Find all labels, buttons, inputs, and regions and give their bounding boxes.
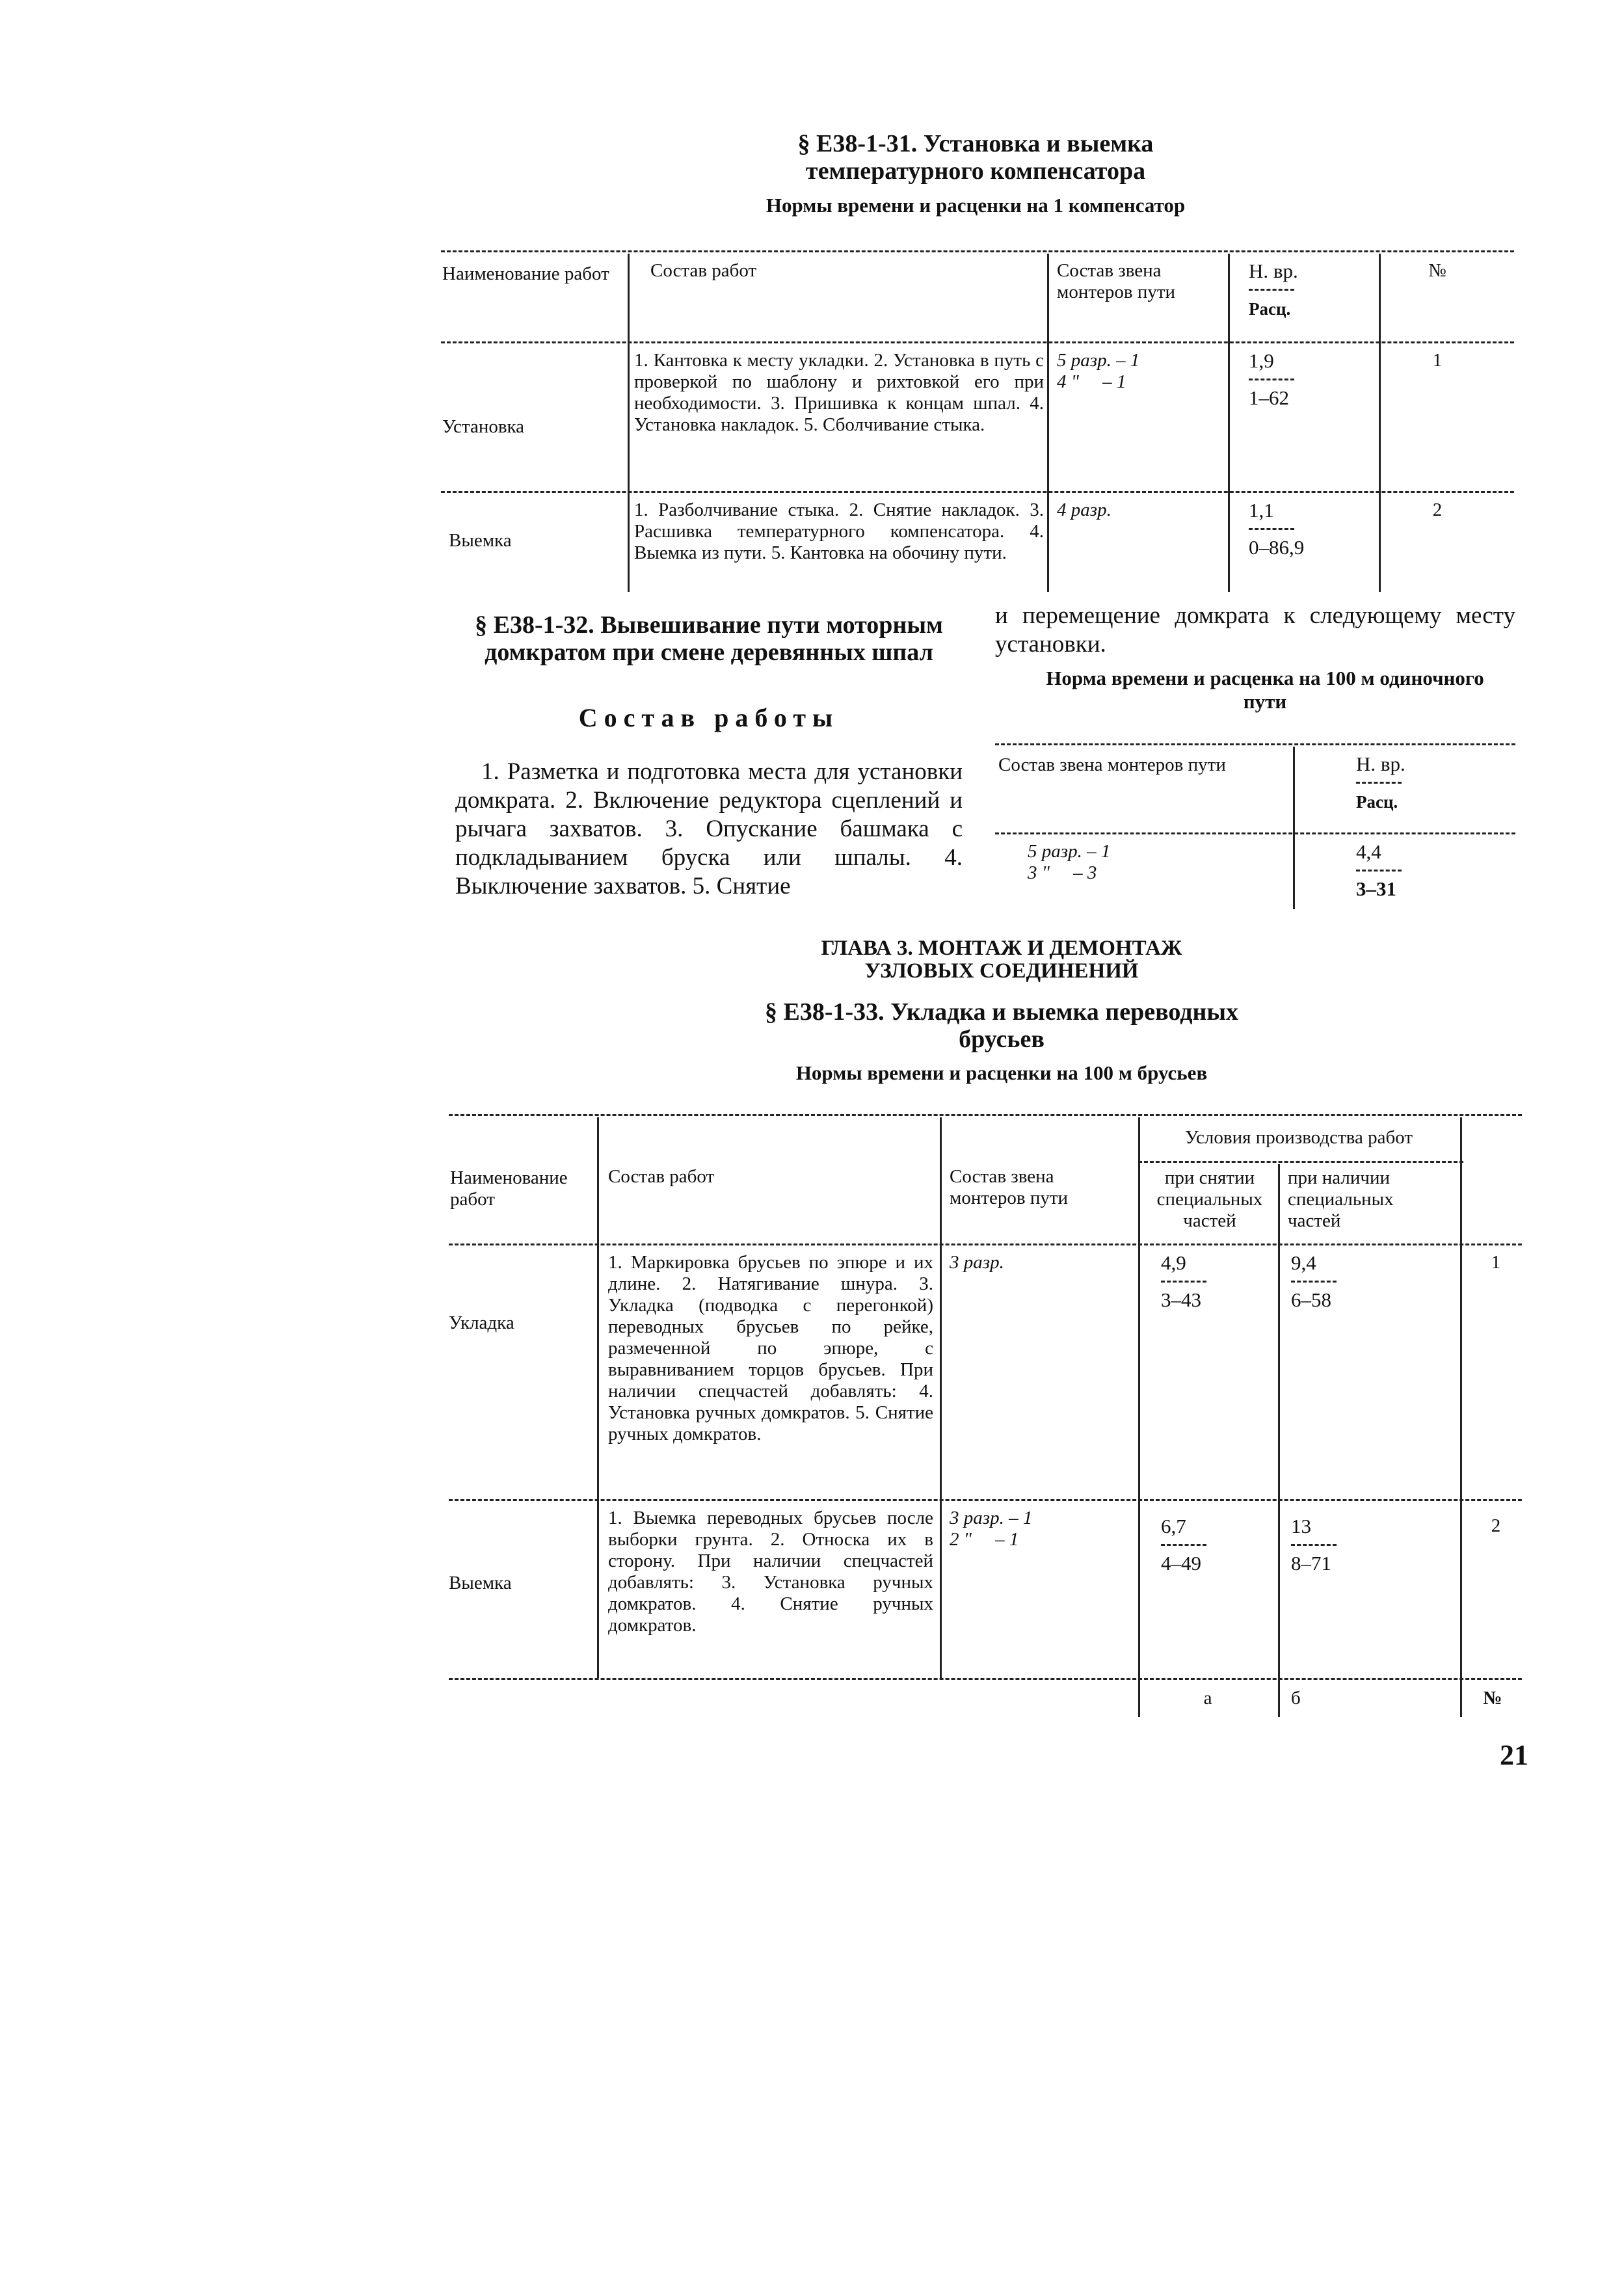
s31-header-name: Наименование работ: [442, 263, 609, 284]
s32-crew1: 5 разр. – 1: [1028, 841, 1111, 862]
s33-row2-rate-a: [1161, 1515, 1206, 1575]
s32-header-rasc: Расц.: [1356, 792, 1398, 812]
s31-row2-rasc: 0–86,9: [1249, 536, 1305, 559]
s33-header-cond-a: при снятии специальных частей: [1156, 1167, 1263, 1231]
s33-row2-b-rasc: 8–71: [1291, 1552, 1331, 1575]
s33-row1-work: 1. Маркировка брусьев по эпюре и их длине. 2. Натягивание шнура. 3. Укладка (подводка с перегонкой) переводных брусьев по рейке, размеченной по эпюре, с выравниванием торцов брусьев. При наличии спецчастей добавлять: 4. Установка ручных домкратов. 5. Снятие ручных домкратов.: [608, 1252, 933, 1444]
s33-header-cond-b: при наличии специальных частей: [1288, 1167, 1394, 1231]
chapter-title-line2: УЗЛОВЫХ СОЕДИНЕНИЙ: [864, 959, 1139, 983]
s31-row1-num: 1: [1432, 350, 1443, 371]
s32-rate: [1356, 841, 1402, 900]
s32-body-right: и перемещение домкрата к следующему месту установки.: [995, 602, 1515, 658]
s33-row1-num: 1: [1491, 1252, 1501, 1273]
s33-title-line2: брусьев: [959, 1026, 1045, 1053]
s32-rule-top: [995, 743, 1515, 745]
s32-dash: [1356, 870, 1402, 871]
s33-footer-a: а: [1203, 1688, 1212, 1709]
s31-rule-row1: [441, 491, 1514, 493]
s31-row2-crew1: 4 разр.: [1057, 499, 1112, 520]
s32-body-left: 1. Разметка и подготовка места для установки домкрата. 2. Включение редуктора сцеплений и рычага захватов. 3. Опускание башмака с подкладыванием бруска или шпалы. 4. Выключение захватов. 5. Снятие: [455, 758, 963, 899]
s33-vline-5: [1460, 1117, 1462, 1717]
s33-row2-work: 1. Выемка переводных брусьев после выборки грунта. 2. Относка их в сторону. При наличии спецчастей добавлять: 3. Установка ручных домкратов. 4. Снятие ручных домкратов.: [608, 1508, 933, 1636]
s31-row2-num: 2: [1432, 499, 1443, 520]
s31-vline-3: [1228, 254, 1230, 592]
s33-row1-b-rasc: 6–58: [1291, 1288, 1331, 1311]
s32-rasc: 3–31: [1356, 877, 1396, 900]
page-number: 21: [1500, 1739, 1528, 1771]
s33-norm-caption: Нормы времени и расценки на 100 м брусьев: [795, 1061, 1208, 1084]
s33-footer-num: №: [1483, 1688, 1502, 1709]
s33-header-work: Состав работ: [608, 1166, 715, 1187]
s33-row2-crew1: 3 разр. – 1: [950, 1508, 1033, 1528]
s31-title-line2: температурного компенсатора: [805, 157, 1146, 185]
s33-vline-1: [597, 1117, 599, 1678]
s33-header-crew: Состав звена монтеров пути: [950, 1166, 1069, 1208]
s33-row2-b-dash: [1291, 1544, 1337, 1546]
s33-vline-2: [940, 1117, 942, 1678]
s31-row1-dash: [1249, 379, 1294, 380]
s31-row2-rate: [1249, 499, 1304, 559]
s33-rule-conditions: [1138, 1161, 1463, 1163]
s33-header-name: Наименование работ: [450, 1167, 568, 1210]
s32-header-rate: [1356, 753, 1405, 813]
s33-row2-name: Выемка: [449, 1573, 512, 1593]
s33-header-conditions: Условия производства работ: [1185, 1127, 1413, 1148]
s31-header-dash: [1249, 289, 1294, 291]
s33-row2-num: 2: [1491, 1515, 1501, 1536]
s31-row1-crew1: 5 разр. – 1: [1057, 350, 1140, 371]
s33-footer-b: б: [1291, 1688, 1301, 1709]
s33-row1-b-hvr: 9,4: [1291, 1251, 1316, 1274]
s33-row2-crew2: 2 " – 1: [950, 1529, 1019, 1550]
s32-norm-caption: Норма времени и расценка на 100 м одиночного пути: [1046, 667, 1484, 713]
s33-title-line1: § Е38-1-33. Укладка и выемка переводных: [764, 998, 1239, 1026]
s32-header-crew: Состав звена монтеров пути: [998, 754, 1226, 775]
s32-header-hvr: Н. вр.: [1356, 752, 1405, 775]
s31-row1-crew2: 4 " – 1: [1057, 371, 1126, 392]
s33-row1-rate-a: [1161, 1252, 1206, 1311]
s31-row2-hvr: 1,1: [1249, 499, 1274, 522]
s31-vline-1: [628, 254, 630, 592]
s31-header-num: №: [1428, 260, 1446, 281]
s33-row1-crew1: 3 разр.: [950, 1252, 1004, 1273]
s31-title-line1: § Е38-1-31. Установка и выемка: [797, 130, 1154, 157]
s33-row2-a-dash: [1161, 1544, 1206, 1546]
s31-header-work: Состав работ: [650, 260, 757, 281]
s31-vline-2: [1047, 254, 1049, 592]
s33-rule-row1: [449, 1499, 1522, 1501]
s32-header-dash: [1356, 782, 1402, 784]
chapter-title-line1: ГЛАВА 3. МОНТАЖ И ДЕМОНТАЖ: [821, 937, 1182, 960]
s33-rule-top: [449, 1114, 1522, 1116]
s31-header-crew: Состав звена монтеров пути: [1057, 260, 1176, 302]
s31-row2-work: 1. Разболчивание стыка. 2. Снятие накладок. 3. Расшивка температурного компенсатора. 4. Выемка из пути. 5. Кантовка на обочину пути.: [634, 499, 1044, 563]
s31-row1-rasc: 1–62: [1249, 386, 1289, 409]
s33-vline-4: [1278, 1164, 1280, 1717]
s32-hvr: 4,4: [1356, 840, 1381, 863]
s33-row2-a-hvr: 6,7: [1161, 1515, 1186, 1537]
s33-vline-3: [1138, 1117, 1140, 1717]
s31-row1-name: Установка: [442, 416, 525, 437]
s32-rule-header: [995, 832, 1515, 834]
s31-header-rasc: Расц.: [1249, 299, 1291, 319]
s31-row2-dash: [1249, 528, 1294, 530]
s31-header-hvr: Н. вр.: [1249, 259, 1298, 282]
s33-rule-header: [449, 1244, 1522, 1245]
s33-rule-bottom: [449, 1678, 1522, 1680]
s32-title: § Е38-1-32. Вывешивание пути моторным домкратом при смене деревянных шпал: [475, 611, 943, 666]
s31-norm-caption: Нормы времени и расценки на 1 компенсатор: [765, 194, 1186, 217]
s31-row1-work: 1. Кантовка к месту укладки. 2. Установка в путь с проверкой по шаблону и рихтовкой его при необходимости. 3. Пришивка к концам шпал. 4. Установка накладок. 5. Сболчивание стыка.: [634, 350, 1044, 435]
s32-composition-heading: Состав работы: [578, 703, 840, 732]
s32-crew2: 3 " – 3: [1028, 862, 1097, 883]
s31-rule-top: [441, 250, 1514, 252]
s31-row1-hvr: 1,9: [1249, 349, 1274, 372]
s33-row1-a-dash: [1161, 1281, 1206, 1283]
s31-row2-name: Выемка: [449, 530, 512, 551]
s33-row1-name: Укладка: [449, 1312, 514, 1333]
s31-header-rate: [1249, 260, 1298, 320]
s31-vline-4: [1379, 254, 1381, 592]
s33-row1-b-dash: [1291, 1281, 1337, 1283]
s33-row1-a-rasc: 3–43: [1161, 1288, 1201, 1311]
s31-rule-header: [441, 341, 1514, 343]
s31-row1-rate: [1249, 350, 1294, 409]
s33-row2-a-rasc: 4–49: [1161, 1552, 1201, 1575]
s33-row2-b-hvr: 13: [1291, 1515, 1311, 1537]
s33-row1-rate-b: [1291, 1252, 1337, 1311]
s32-vline: [1293, 747, 1295, 909]
s33-row1-a-hvr: 4,9: [1161, 1251, 1186, 1274]
s33-row2-rate-b: [1291, 1515, 1337, 1575]
